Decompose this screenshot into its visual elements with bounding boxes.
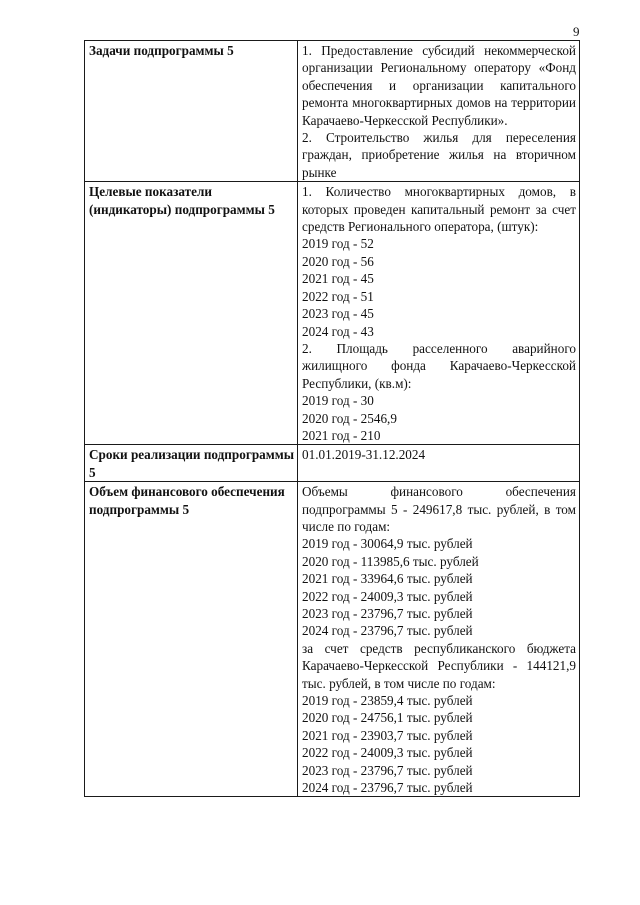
row-label: Задачи подпрограммы 5 (85, 41, 298, 182)
list-item: 2021 год - 45 (302, 271, 374, 287)
row-value (298, 182, 580, 445)
list-item: 2019 год - 52 (302, 236, 374, 252)
table-row-funding (85, 482, 580, 797)
list-item: 2024 год - 23796,7 тыс. рублей (302, 780, 473, 796)
list-item: 2023 год - 45 (302, 306, 374, 322)
list-item: 2019 год - 30 (302, 393, 374, 409)
list-item: 2020 год - 56 (302, 253, 374, 269)
list-item: 2024 год - 23796,7 тыс. рублей (302, 623, 473, 639)
row-value (298, 41, 580, 182)
row-label: Объем финансового обеспечения подпрограммы 5 (85, 482, 298, 797)
paragraph: 01.01.2019-31.12.2024 (302, 447, 426, 463)
list-item: 2022 год - 24009,3 тыс. рублей (302, 588, 473, 604)
list-item: 2020 год - 2546,9 (302, 410, 397, 426)
list-item: 2019 год - 23859,4 тыс. рублей (302, 693, 473, 709)
row-value (298, 482, 580, 797)
list-item: 2021 год - 23903,7 тыс. рублей (302, 727, 473, 743)
list-item: 2022 год - 24009,3 тыс. рублей (302, 745, 473, 761)
list-item: 2021 год - 33964,6 тыс. рублей (302, 571, 473, 587)
row-value (298, 445, 580, 482)
page-number: 9 (573, 24, 580, 39)
list-item: 2023 год - 23796,7 тыс. рублей (302, 762, 473, 778)
list-item: 2024 год - 43 (302, 323, 374, 339)
row-label: Целевые показатели (индикаторы) подпрограммы 5 (85, 182, 298, 445)
list-item: 2020 год - 24756,1 тыс. рублей (302, 710, 473, 726)
paragraph: 1. Предоставление субсидий некоммерческой организации Региональному оператору «Фонд обеспечения и организации капитального ремонта многоквартирных домов на территории Карачаево-Черкесской Республики». (302, 43, 576, 128)
table-row-tasks (85, 41, 580, 182)
paragraph: за счет средств республиканского бюджета Карачаево-Черкесской Республики - 144121,9 тыс. рублей, в том числе по годам: (302, 640, 576, 691)
paragraph: 2. Площадь расселенного аварийного жилищного фонда Карачаево-Черкесской Республики, (кв.м): (302, 340, 576, 391)
list-item: 2023 год - 23796,7 тыс. рублей (302, 606, 473, 621)
list-item: 2020 год - 113985,6 тыс. рублей (302, 553, 479, 569)
subprogram-passport-table (84, 40, 580, 797)
row-label: Сроки реализации подпрограммы 5 (85, 445, 298, 482)
paragraph: 2. Строительство жилья для переселения граждан, приобретение жилья на вторичном рынке (302, 130, 576, 180)
table-row-timeline (85, 445, 580, 482)
paragraph: Объемы финансового обеспечения подпрограммы 5 - 249617,8 тыс. рублей, в том числе по годам: (302, 484, 576, 534)
paragraph: 1. Количество многоквартирных домов, в которых проведен капитальный ремонт за счет средств Регионального оператора, (штук): (302, 184, 576, 235)
list-item: 2019 год - 30064,9 тыс. рублей (302, 536, 473, 552)
list-item: 2022 год - 51 (302, 288, 374, 304)
table-row-indicators (85, 182, 580, 445)
list-item: 2021 год - 210 (302, 427, 381, 443)
